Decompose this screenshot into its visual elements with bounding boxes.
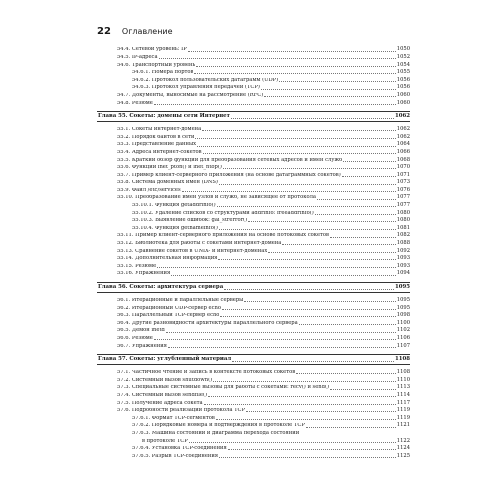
table-of-contents	[97, 45, 410, 459]
dot-leader	[219, 457, 396, 458]
entry-title: 56.5. Демон inetd	[117, 328, 165, 334]
entry-title: 57.6.3. Машина состояний и диаграмма перехода состояний	[132, 430, 300, 436]
dot-leader	[194, 73, 395, 74]
dot-leader	[315, 214, 396, 215]
toc-entry[interactable]	[97, 296, 410, 304]
entry-page: 1119	[396, 414, 410, 421]
entry-page: 1125	[396, 452, 410, 459]
running-title: Оглавление	[121, 27, 173, 36]
entry-page: 1055	[396, 69, 410, 76]
dot-leader	[218, 259, 395, 260]
entry-title: 57.3. Специальные системные вызовы для работы с сокетами: recv() и send()	[117, 385, 329, 391]
entry-title: 54.6.1. Номера портов	[132, 70, 194, 76]
entry-title: 55.5. Краткий обзор функций для преобразования сетевых адресов и имен служб	[117, 157, 343, 163]
toc-entry[interactable]	[97, 303, 410, 311]
toc-entry[interactable]	[97, 375, 410, 383]
dot-leader	[154, 339, 396, 340]
dot-leader	[182, 191, 396, 192]
dot-leader	[330, 389, 396, 390]
dot-leader	[228, 449, 396, 450]
toc-entry[interactable]	[97, 125, 410, 133]
entry-page: 1093	[396, 262, 410, 269]
dot-leader	[343, 161, 396, 162]
toc-entry[interactable]	[97, 391, 410, 399]
entry-page: 1110	[396, 376, 410, 383]
toc-entry[interactable]	[97, 269, 410, 277]
entry-page: 1080	[396, 209, 410, 216]
entry-title: 55.4. Адреса интернет-сокетов	[117, 149, 202, 155]
chapter-heading[interactable]	[97, 282, 410, 293]
dot-leader	[168, 347, 396, 348]
entry-page: 1077	[396, 202, 410, 209]
toc-entry[interactable]	[97, 436, 410, 444]
toc-entry[interactable]	[97, 311, 410, 319]
entry-page: 1076	[396, 186, 410, 193]
toc-entry[interactable]	[97, 216, 410, 224]
dot-leader	[217, 206, 396, 207]
toc-entry[interactable]	[97, 163, 410, 171]
toc-entry[interactable]	[97, 170, 410, 178]
dot-leader	[166, 332, 396, 333]
dot-leader	[223, 168, 396, 169]
toc-entry[interactable]	[97, 318, 410, 326]
dot-leader	[244, 301, 396, 302]
entry-title: 56.7. Упражнения	[117, 343, 167, 349]
entry-title: 55.10.1. Функция getaddrinfo()	[132, 203, 216, 209]
entry-title: 57.6.5. Разрыв TCP-соединения	[132, 453, 219, 459]
dot-leader	[306, 427, 396, 428]
toc-entry[interactable]	[97, 261, 410, 269]
entry-page: 1062	[396, 126, 410, 133]
entry-page: 1121	[396, 422, 410, 429]
dot-leader	[296, 373, 396, 374]
dot-leader	[220, 316, 395, 317]
toc-entry[interactable]	[97, 239, 410, 247]
entry-page: 1117	[396, 399, 410, 406]
dot-leader	[208, 396, 396, 397]
entry-title: 54.6. Транспортный уровень	[117, 62, 196, 68]
entry-page: 1095	[396, 304, 410, 311]
dot-leader	[154, 104, 396, 105]
dot-leader	[204, 404, 396, 405]
toc-entry[interactable]	[97, 91, 410, 99]
toc-entry[interactable]	[97, 193, 410, 201]
entry-page: 1113	[396, 384, 410, 391]
dot-leader	[248, 221, 396, 222]
toc-entry[interactable]	[97, 178, 410, 186]
dot-leader	[216, 419, 396, 420]
toc-entry[interactable]	[97, 223, 410, 231]
chapter-heading[interactable]	[97, 354, 410, 365]
toc-entry[interactable]	[97, 60, 410, 68]
entry-title: 55.13. Сравнение сокетов в UNIX- и интернет-доменах	[117, 248, 268, 254]
entry-title: 55.10.4. Функция getnameinfo()	[132, 225, 218, 231]
entry-title: 55.11. Пример клиент-серверного приложения на основе потоковых сокетов	[117, 233, 329, 239]
entry-title: 55.9. Файл /etc/services	[117, 187, 181, 193]
entry-title: 54.4. Сетевой уровень: IP	[117, 47, 187, 53]
dot-leader	[232, 361, 394, 362]
entry-title: 56.3. Параллельный TCP-сервер echo	[117, 313, 220, 319]
page-number: 22	[97, 26, 111, 37]
toc-entry[interactable]	[97, 53, 410, 61]
entry-page: 1107	[396, 342, 410, 349]
entry-page: 1106	[396, 334, 410, 341]
chapter-page: 1108	[394, 356, 410, 363]
entry-title: 56.6. Резюме	[117, 335, 153, 341]
dot-leader	[196, 66, 395, 67]
entry-page: 1062	[396, 133, 410, 140]
entry-page: 1071	[396, 171, 410, 178]
dot-leader	[203, 153, 396, 154]
entry-page: 1060	[396, 91, 410, 98]
entry-page: 1093	[396, 255, 410, 262]
entry-page: 1073	[396, 179, 410, 186]
toc-entry[interactable]	[97, 140, 410, 148]
toc-entry[interactable]	[97, 75, 410, 83]
entry-title: 55.10.3. Выявление ошибок: gai_strerror()	[132, 218, 248, 224]
toc-entry[interactable]	[97, 451, 410, 459]
entry-page: 1070	[396, 164, 410, 171]
entry-title: 55.1. Сокеты интернет-домена	[117, 127, 202, 133]
entry-title: 57.6. Подробности реализации протокола TCP	[117, 408, 245, 414]
dot-leader	[189, 442, 396, 443]
toc-entry[interactable]	[97, 148, 410, 156]
dot-leader	[342, 176, 396, 177]
entry-page: 1092	[396, 247, 410, 254]
dot-leader	[171, 275, 396, 276]
entry-page: 1098	[396, 312, 410, 319]
dot-leader	[279, 81, 396, 82]
entry-page: 1124	[396, 445, 410, 452]
entry-page: 1088	[396, 240, 410, 247]
entry-page: 1052	[396, 53, 410, 60]
entry-page: 1068	[396, 156, 410, 163]
dot-leader	[188, 51, 396, 52]
toc-entry[interactable]	[97, 246, 410, 254]
toc-entry[interactable]	[97, 231, 410, 239]
dot-leader	[157, 267, 396, 268]
toc-entry[interactable]	[97, 334, 410, 342]
entry-title: 55.10. Преобразование имен узлов и служб, не зависящее от протокола	[117, 195, 316, 201]
entry-title: 54.8. Резюме	[117, 100, 153, 106]
entry-page: 1081	[396, 224, 410, 231]
dot-leader	[197, 146, 396, 147]
entry-title: 54.6.2. Протокол пользовательских датаграмм (UDP)	[132, 77, 279, 83]
entry-title: 55.3. Представление данных	[117, 142, 197, 148]
dot-leader	[231, 118, 394, 119]
chapter-page: 1062	[394, 113, 410, 120]
entry-title: 55.15. Резюме	[117, 263, 157, 269]
entry-page: 1080	[396, 217, 410, 224]
dot-leader	[202, 130, 396, 131]
entry-page: 1095	[396, 297, 410, 304]
dot-leader	[282, 244, 395, 245]
toc-entry[interactable]	[97, 98, 410, 106]
entry-title: 54.5. IP-адреса	[117, 54, 158, 60]
dot-leader	[317, 199, 396, 200]
dot-leader	[268, 252, 396, 253]
entry-title: 55.8. Система доменных имен (DNS)	[117, 180, 218, 186]
toc-entry[interactable]	[97, 326, 410, 334]
toc-entry[interactable]	[97, 186, 410, 194]
entry-title: 55.12. Библиотека для работы с сокетами интернет-домена	[117, 241, 282, 247]
entry-page: 1102	[396, 327, 410, 334]
entry-title: 55.2. Порядок байтов в сети	[117, 134, 195, 140]
toc-entry[interactable]	[97, 83, 410, 91]
entry-title: 55.6. Функции inet_pton() и inet_ntop()	[117, 165, 222, 171]
toc-entry[interactable]	[97, 406, 410, 414]
chapter-heading[interactable]	[97, 111, 410, 122]
entry-page: 1060	[396, 99, 410, 106]
dot-leader	[299, 324, 396, 325]
entry-page: 1054	[396, 61, 410, 68]
entry-title: 55.7. Пример клиент-серверного приложения (на основе датаграммных сокетов)	[117, 172, 341, 178]
toc-entry[interactable]	[97, 383, 410, 391]
entry-title: 54.6.3. Протокол управления передачей (TCP)	[132, 85, 260, 91]
page-header	[97, 26, 173, 38]
entry-page: 1094	[396, 270, 410, 277]
toc-entry[interactable]	[97, 208, 410, 216]
entry-title: 57.1. Частичное чтение и запись в контексте потоковых сокетов	[117, 370, 296, 376]
entry-page: 1056	[396, 84, 410, 91]
entry-page: 1122	[396, 437, 410, 444]
toc-entry[interactable]	[97, 68, 410, 76]
entry-title: 57.4. Системный вызов sendfile()	[117, 392, 208, 398]
toc-entry[interactable]	[97, 421, 410, 429]
entry-title: 55.16. Упражнения	[117, 271, 171, 277]
entry-title: 57.2. Системный вызов shutdown()	[117, 377, 213, 383]
toc-entry[interactable]	[97, 132, 410, 140]
toc-entry[interactable]	[97, 368, 410, 376]
dot-leader	[213, 381, 396, 382]
toc-entry[interactable]	[97, 155, 410, 163]
toc-entry[interactable]	[97, 341, 410, 349]
toc-entry[interactable]	[97, 398, 410, 406]
dot-leader	[264, 96, 396, 97]
entry-title: 55.10.2. Удаление списков со структурами addrinfo: freeaddrinfo()	[132, 210, 314, 216]
dot-leader	[224, 289, 394, 290]
toc-entry[interactable]	[97, 413, 410, 421]
entry-page: 1056	[396, 76, 410, 83]
dot-leader	[219, 184, 396, 185]
entry-page: 1100	[396, 319, 410, 326]
dot-leader	[261, 89, 396, 90]
dot-leader	[195, 138, 395, 139]
entry-title: 55.14. Дополнительная информация	[117, 256, 218, 262]
chapter-title: Глава 56. Сокеты: архитектура сервера	[98, 284, 224, 291]
entry-title: 54.7. Документы, выносимые на рассмотрение (RFC)	[117, 92, 264, 98]
dot-leader	[222, 309, 396, 310]
chapter-title: Глава 55. Сокеты: домены сети Интернет	[98, 113, 230, 120]
entry-page: 1114	[396, 391, 410, 398]
entry-title: 56.2. Итерационный UDP-сервер echo	[117, 305, 221, 311]
entry-page: 1050	[396, 46, 410, 53]
entry-title: 57.6.1. Формат TCP-сегментов	[132, 415, 215, 421]
entry-page: 1082	[396, 232, 410, 239]
entry-page: 1119	[396, 407, 410, 414]
entry-page: 1108	[396, 369, 410, 376]
entry-page: 1064	[396, 141, 410, 148]
entry-page: 1066	[396, 148, 410, 155]
entry-title: 57.5. Получение адреса сокета	[117, 400, 203, 406]
entry-title: 57.6.4. Установка TCP-соединения	[132, 446, 227, 452]
toc-entry[interactable]	[97, 201, 410, 209]
toc-entry[interactable]	[97, 444, 410, 452]
dot-leader	[246, 411, 396, 412]
toc-entry[interactable]	[97, 45, 410, 53]
toc-entry[interactable]	[97, 254, 410, 262]
chapter-page: 1095	[394, 284, 410, 291]
entry-title: 57.6.2. Порядковые номера и подтверждения в протоколе TCP	[132, 423, 305, 429]
entry-title: 56.4. Другие разновидности архитектуры параллельного сервера	[117, 320, 298, 326]
toc-entry[interactable]	[97, 429, 410, 437]
dot-leader	[219, 229, 396, 230]
dot-leader	[330, 237, 396, 238]
chapter-title: Глава 57. Сокеты: углубленный материал	[98, 356, 232, 363]
entry-title: 56.1. Итерационные и параллельные серверы	[117, 298, 244, 304]
dot-leader	[159, 58, 396, 59]
entry-page: 1077	[396, 194, 410, 201]
entry-title: в протоколе TCP	[142, 438, 188, 444]
